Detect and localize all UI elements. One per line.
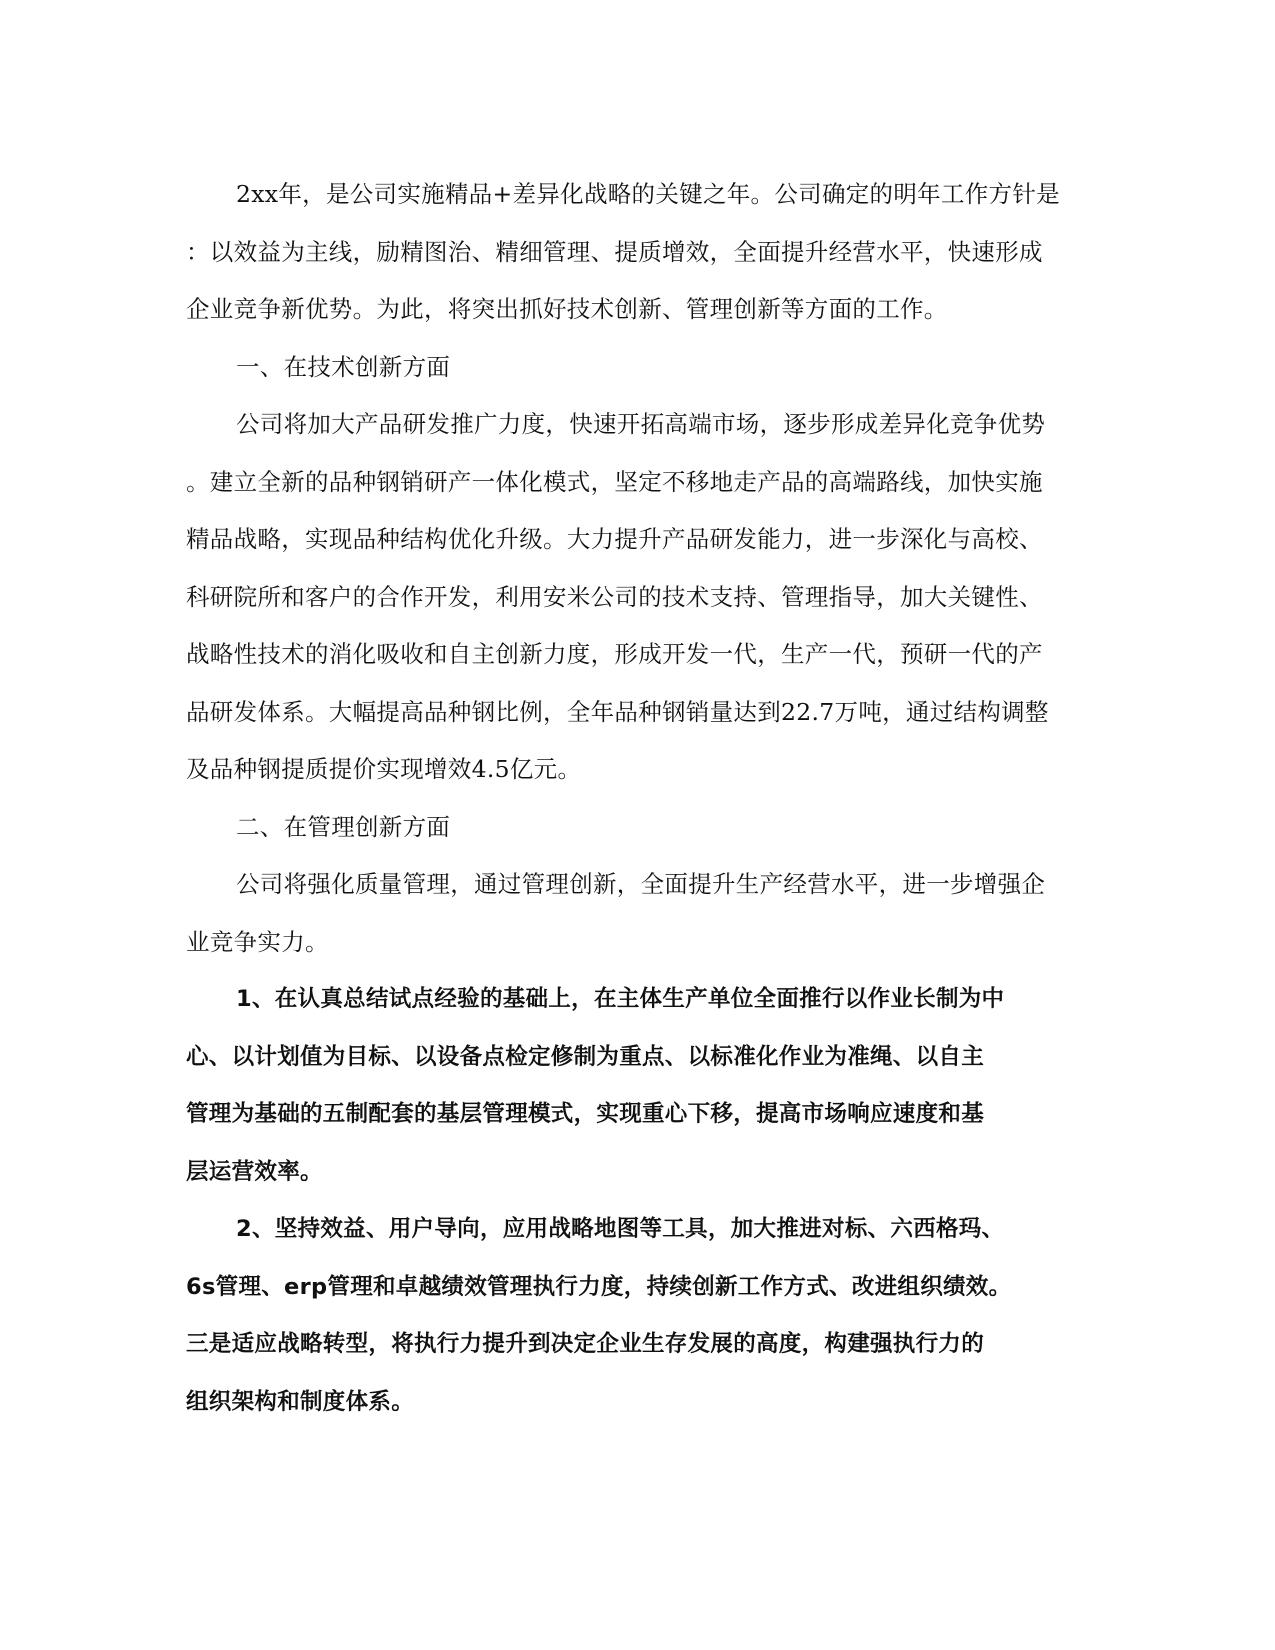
text-line: 业竞争实力。 (186, 927, 329, 956)
text-line: 公司将强化质量管理，通过管理创新，全面提升生产经营水平，进一步增强企 (236, 870, 1046, 898)
text-line: 品研发体系。大幅提高品种钢比例，全年品种钢销量达到22.7万吨，通过结构调整 (186, 697, 1049, 726)
text-line: 精品战略，实现品种结构优化升级。大力提升产品研发能力，进一步深化与高校、 (186, 525, 1043, 553)
text-line: 心、以计划值为目标、以设备点检定修制为重点、以标准化作业为准绳、以自主 (186, 1043, 985, 1070)
text-line: 科研院所和客户的合作开发，利用安米公司的技术支持、管理指导，加大关键性、 (186, 582, 1043, 611)
text-line: 二、在管理创新方面 (236, 812, 451, 841)
text-line: 管理为基础的五制配套的基层管理模式，实现重心下移，提高市场响应速度和基 (186, 1101, 985, 1127)
text-line: 组织架构和制度体系。 (186, 1388, 415, 1415)
text-line: 。建立全新的品种钢销研产一体化模式，坚定不移地走产品的高端路线，加快实施 (186, 467, 1043, 496)
text-line: 公司将加大产品研发推广力度，快速开拓高端市场，逐步形成差异化竞争优势 (236, 410, 1046, 438)
text-line: ：以效益为主线，励精图治、精细管理、提质增效，全面提升经营水平，快速形成 (186, 237, 1043, 266)
text-line: 三是适应战略转型，将执行力提升到决定企业生存发展的高度，构建强执行力的 (186, 1331, 985, 1357)
text-line: 2、坚持效益、用户导向，应用战略地图等工具，加大推进对标、六西格玛、 (236, 1216, 1005, 1242)
document-body (186, 166, 1090, 1431)
text-line: 2xx年，是公司实施精品+差异化战略的关键之年。公司确定的明年工作方针是 (236, 180, 1060, 208)
text-line: 一、在技术创新方面 (236, 352, 451, 381)
text-line: 企业竞争新优势。为此，将突出抓好技术创新、管理创新等方面的工作。 (186, 295, 948, 323)
text-line: 6s管理、erp管理和卓越绩效管理执行力度，持续创新工作方式、改进组织绩效。 (186, 1273, 1012, 1300)
text-line: 战略性技术的消化吸收和自主创新力度，形成开发一代，生产一代，预研一代的产 (186, 640, 1043, 668)
text-line: 层运营效率。 (186, 1158, 323, 1185)
text-line: 1、在认真总结试点经验的基础上，在主体生产单位全面推行以作业长制为中 (236, 986, 1005, 1012)
text-line: 及品种钢提质提价实现增效4.5亿元。 (186, 755, 582, 783)
